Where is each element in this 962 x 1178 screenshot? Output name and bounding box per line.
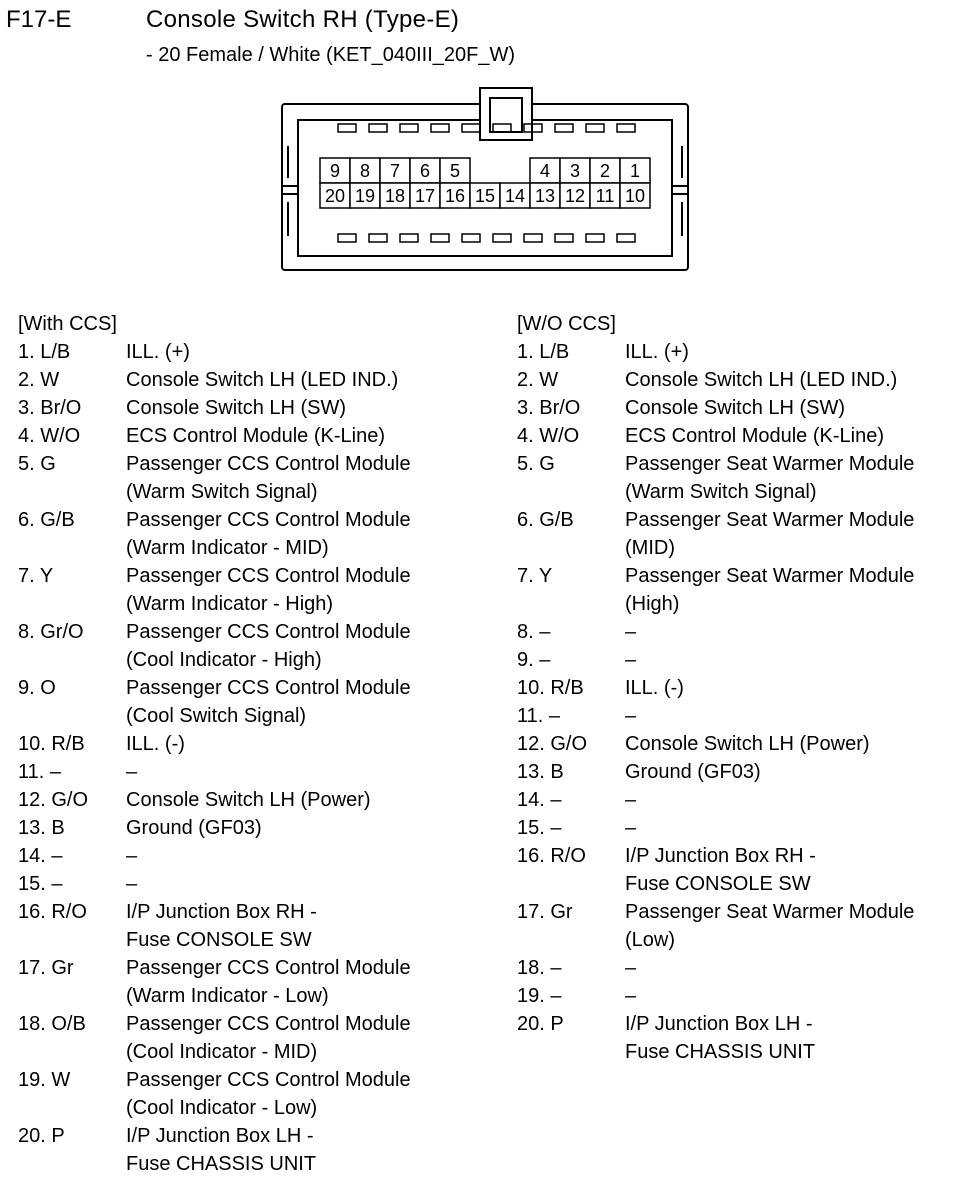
pin-row	[517, 842, 957, 898]
pin-wire-id: 20. P	[18, 1125, 65, 1147]
pin-description	[126, 366, 488, 394]
pin-number: 3	[569, 161, 581, 181]
wo-ccs-heading: [W/O CCS]	[517, 313, 616, 335]
pin-description-line: I/P Junction Box RH -	[126, 901, 317, 923]
pin-wire-id: 2. W	[18, 369, 60, 391]
pin-number: 20	[324, 186, 346, 206]
pin-row	[517, 506, 957, 562]
with-ccs-heading: [With CCS]	[18, 313, 117, 335]
terminal-notch	[431, 124, 449, 132]
pin-description-line: Passenger Seat Warmer Module	[625, 565, 915, 587]
pin-row	[517, 618, 957, 646]
pin-row	[517, 954, 957, 982]
pin-description-line: Passenger Seat Warmer Module	[625, 901, 915, 923]
pin-wire-id: 11. –	[18, 761, 61, 783]
pin-description-line: ILL. (+)	[625, 341, 689, 363]
pin-row	[18, 422, 488, 450]
pin-number: 17	[414, 186, 436, 206]
pin-wire-id: 14. –	[18, 845, 63, 867]
pin-description	[625, 394, 957, 422]
pin-description-line: Passenger CCS Control Module	[126, 957, 411, 979]
pin-description-line: Ground (GF03)	[126, 817, 262, 839]
pin-row	[18, 618, 488, 674]
pin-description	[126, 394, 488, 422]
pin-wire-id: 5. G	[18, 453, 56, 475]
pin-description	[625, 562, 957, 618]
pin-row	[18, 1122, 488, 1178]
pin-wire-id: 19. –	[517, 985, 562, 1007]
pin-description-line: –	[625, 649, 637, 671]
pin-description	[625, 646, 957, 674]
pin-description-line: –	[625, 621, 637, 643]
pin-description	[625, 982, 957, 1010]
terminal-notch	[493, 234, 511, 242]
pin-description-line: Console Switch LH (Power)	[126, 789, 371, 811]
pin-row	[18, 758, 488, 786]
pin-number: 1	[629, 161, 641, 181]
pin-description	[126, 674, 488, 730]
pin-wire-id: 15. –	[18, 873, 63, 895]
pin-description-line: (Warm Indicator - Low)	[126, 985, 329, 1007]
pin-row	[18, 450, 488, 506]
pin-wire-id: 7. Y	[18, 565, 54, 587]
pin-row	[18, 338, 488, 366]
pin-wire-id: 4. W/O	[517, 425, 580, 447]
pin-description	[625, 422, 957, 450]
pin-description-line: –	[625, 985, 637, 1007]
terminal-notch	[400, 124, 418, 132]
pin-description	[625, 898, 957, 954]
pin-row	[18, 1066, 488, 1122]
pin-description-line: (Cool Indicator - High)	[126, 649, 322, 671]
pin-description	[126, 1066, 488, 1122]
pin-number: 18	[384, 186, 406, 206]
terminal-notch	[555, 234, 573, 242]
pin-number: 12	[564, 186, 586, 206]
pin-wire-id: 9. –	[517, 649, 551, 671]
pin-wire-id: 16. R/O	[517, 845, 586, 867]
pin-row	[517, 898, 957, 954]
pin-row	[18, 814, 488, 842]
terminal-notch	[338, 124, 356, 132]
pin-description-line: Fuse CHASSIS UNIT	[126, 1153, 317, 1175]
pin-description	[625, 954, 957, 982]
pin-description-line: ECS Control Module (K-Line)	[625, 425, 884, 447]
pin-number: 15	[474, 186, 496, 206]
pin-wire-id: 13. B	[18, 817, 65, 839]
terminal-notch	[431, 234, 449, 242]
pin-wire-id: 17. Gr	[18, 957, 74, 979]
pin-number: 13	[534, 186, 556, 206]
pin-wire-id: 20. P	[517, 1013, 564, 1035]
pin-description	[625, 814, 957, 842]
pin-description	[126, 898, 488, 954]
pin-description-line: ECS Control Module (K-Line)	[126, 425, 385, 447]
pin-wire-id: 9. O	[18, 677, 56, 699]
pin-wire-id: 7. Y	[517, 565, 553, 587]
pin-description-line: (Warm Switch Signal)	[126, 481, 318, 503]
pin-wire-id: 8. –	[517, 621, 551, 643]
pin-description	[126, 786, 488, 814]
pin-wire-id: 3. Br/O	[18, 397, 82, 419]
pin-row	[18, 506, 488, 562]
pin-description	[625, 786, 957, 814]
pin-description	[625, 758, 957, 786]
pin-description-line: ILL. (-)	[625, 677, 684, 699]
pin-wire-id: 15. –	[517, 817, 562, 839]
terminal-notch	[617, 124, 635, 132]
pin-wire-id: 11. –	[517, 705, 560, 727]
pin-number: 10	[624, 186, 646, 206]
pin-wire-id: 12. G/O	[18, 789, 89, 811]
pin-wire-id: 5. G	[517, 453, 555, 475]
pin-description	[126, 338, 488, 366]
terminal-notch	[524, 234, 542, 242]
pin-number: 11	[595, 186, 615, 206]
connector-title: Console Switch RH (Type-E)	[146, 6, 460, 33]
pin-row	[517, 1010, 957, 1066]
pin-description-line: –	[126, 873, 138, 895]
pin-row	[18, 394, 488, 422]
pin-grid	[320, 158, 650, 208]
pin-wire-id: 6. G/B	[517, 509, 574, 531]
pin-description-line: ILL. (+)	[126, 341, 190, 363]
pin-row	[18, 366, 488, 394]
pin-wire-id: 10. R/B	[517, 677, 584, 699]
pin-description-line: Console Switch LH (LED IND.)	[625, 369, 898, 391]
pin-description-line: Passenger CCS Control Module	[126, 1013, 411, 1035]
pin-description-line: Passenger CCS Control Module	[126, 677, 411, 699]
pin-description	[625, 366, 957, 394]
pin-row	[18, 842, 488, 870]
pin-wire-id: 17. Gr	[517, 901, 573, 923]
pin-description	[625, 702, 957, 730]
wo-ccs-table	[517, 310, 957, 1066]
terminal-notch	[586, 124, 604, 132]
connector-subtitle: - 20 Female / White (KET_040III_20F_W)	[146, 44, 516, 66]
pin-wire-id: 4. W/O	[18, 425, 81, 447]
pin-wire-id: 10. R/B	[18, 733, 85, 755]
terminal-notch	[369, 124, 387, 132]
terminal-notch	[462, 124, 480, 132]
pin-wire-id: 2. W	[517, 369, 559, 391]
pin-number: 19	[354, 186, 376, 206]
pin-number: 2	[599, 161, 611, 181]
pin-description-line: (Cool Switch Signal)	[126, 705, 307, 727]
pin-description	[126, 1122, 488, 1178]
pin-description-line: (Warm Indicator - High)	[126, 593, 334, 615]
terminal-notch	[462, 234, 480, 242]
pin-description-line: I/P Junction Box LH -	[625, 1013, 813, 1035]
pin-row	[18, 898, 488, 954]
pin-description	[625, 730, 957, 758]
pin-description-line: Console Switch LH (SW)	[126, 397, 347, 419]
connector-code: F17-E	[6, 6, 72, 33]
with-ccs-table	[18, 310, 488, 1178]
pin-description-line: I/P Junction Box LH -	[126, 1125, 314, 1147]
pin-description	[126, 954, 488, 1010]
pin-wire-id: 1. L/B	[18, 341, 71, 363]
pin-description	[625, 618, 957, 646]
pin-row	[517, 338, 957, 366]
pin-description-line: –	[625, 957, 637, 979]
pin-row	[517, 814, 957, 842]
pin-wire-id: 1. L/B	[517, 341, 570, 363]
pin-row	[517, 982, 957, 1010]
pin-description-line: (Warm Indicator - MID)	[126, 537, 329, 559]
pin-description-line: –	[625, 789, 637, 811]
pin-number: 9	[329, 161, 341, 181]
pin-description	[126, 758, 488, 786]
pin-row	[517, 450, 957, 506]
pin-description-line: Passenger Seat Warmer Module	[625, 509, 915, 531]
pin-row	[18, 954, 488, 1010]
pin-description	[625, 1010, 957, 1066]
pin-wire-id: 19. W	[18, 1069, 71, 1091]
terminal-notch	[586, 234, 604, 242]
pin-description	[126, 730, 488, 758]
pin-description	[625, 506, 957, 562]
pin-number: 4	[539, 161, 551, 181]
pin-description	[126, 1010, 488, 1066]
pin-description-line: (Warm Switch Signal)	[625, 481, 817, 503]
pin-row	[517, 562, 957, 618]
pin-description-line: Fuse CHASSIS UNIT	[625, 1041, 816, 1063]
pin-description	[625, 450, 957, 506]
pin-description	[625, 674, 957, 702]
pin-wire-id: 3. Br/O	[517, 397, 581, 419]
pin-description-line: –	[625, 705, 637, 727]
pin-description	[126, 450, 488, 506]
pin-wire-id: 12. G/O	[517, 733, 588, 755]
pin-row	[517, 366, 957, 394]
pin-description	[625, 338, 957, 366]
pin-description-line: Passenger CCS Control Module	[126, 621, 411, 643]
pin-description-line: Fuse CONSOLE SW	[126, 929, 312, 951]
pin-number: 14	[504, 186, 526, 206]
pin-wire-id: 8. Gr/O	[18, 621, 84, 643]
pin-description	[126, 562, 488, 618]
pin-description	[625, 842, 957, 898]
pin-description-line: (MID)	[625, 537, 675, 559]
pin-row	[517, 394, 957, 422]
pin-wire-id: 14. –	[517, 789, 562, 811]
pin-description-line: Console Switch LH (LED IND.)	[126, 369, 399, 391]
terminal-notch	[555, 124, 573, 132]
pin-row	[517, 702, 957, 730]
connector-diagram	[276, 86, 696, 276]
pin-row	[517, 786, 957, 814]
pin-description-line: Ground (GF03)	[625, 761, 761, 783]
pin-row	[517, 646, 957, 674]
pin-description	[126, 422, 488, 450]
pin-row	[18, 562, 488, 618]
pin-row	[517, 758, 957, 786]
pin-number: 6	[419, 161, 431, 181]
pin-wire-id: 6. G/B	[18, 509, 75, 531]
pin-wire-id: 13. B	[517, 761, 564, 783]
pin-row	[18, 870, 488, 898]
terminal-notch	[369, 234, 387, 242]
pin-wire-id: 16. R/O	[18, 901, 87, 923]
pin-description	[126, 618, 488, 674]
pin-number: 5	[449, 161, 461, 181]
pin-description-line: –	[126, 761, 138, 783]
pin-description-line: Console Switch LH (Power)	[625, 733, 870, 755]
pin-description-line: Passenger CCS Control Module	[126, 1069, 411, 1091]
pin-row	[18, 786, 488, 814]
pin-description	[126, 870, 488, 898]
pin-description-line: –	[625, 817, 637, 839]
pin-row	[517, 730, 957, 758]
pin-description-line: (High)	[625, 593, 680, 615]
pin-row	[517, 674, 957, 702]
pin-number: 16	[444, 186, 466, 206]
terminal-notch	[338, 234, 356, 242]
pin-description-line: (Cool Indicator - MID)	[126, 1041, 318, 1063]
pin-description-line: ILL. (-)	[126, 733, 185, 755]
pin-description-line: I/P Junction Box RH -	[625, 845, 816, 867]
pin-description-line: (Low)	[625, 929, 676, 951]
terminal-notch	[400, 234, 418, 242]
pin-description	[126, 842, 488, 870]
pin-description-line: Passenger CCS Control Module	[126, 565, 411, 587]
pin-number: 7	[389, 161, 401, 181]
pin-wire-id: 18. –	[517, 957, 562, 979]
pin-description-line: –	[126, 845, 138, 867]
terminal-notch	[617, 234, 635, 242]
pin-description-line: (Cool Indicator - Low)	[126, 1097, 318, 1119]
pin-description-line: Passenger CCS Control Module	[126, 509, 411, 531]
pin-description	[126, 506, 488, 562]
pin-description-line: Console Switch LH (SW)	[625, 397, 846, 419]
pin-description-line: Passenger CCS Control Module	[126, 453, 411, 475]
pin-wire-id: 18. O/B	[18, 1013, 86, 1035]
pin-number: 8	[359, 161, 371, 181]
pin-row	[18, 1010, 488, 1066]
pin-row	[18, 674, 488, 730]
pin-row	[517, 422, 957, 450]
pin-description-line: Passenger Seat Warmer Module	[625, 453, 915, 475]
pin-description-line: Fuse CONSOLE SW	[625, 873, 811, 895]
pin-row	[18, 730, 488, 758]
pin-description	[126, 814, 488, 842]
